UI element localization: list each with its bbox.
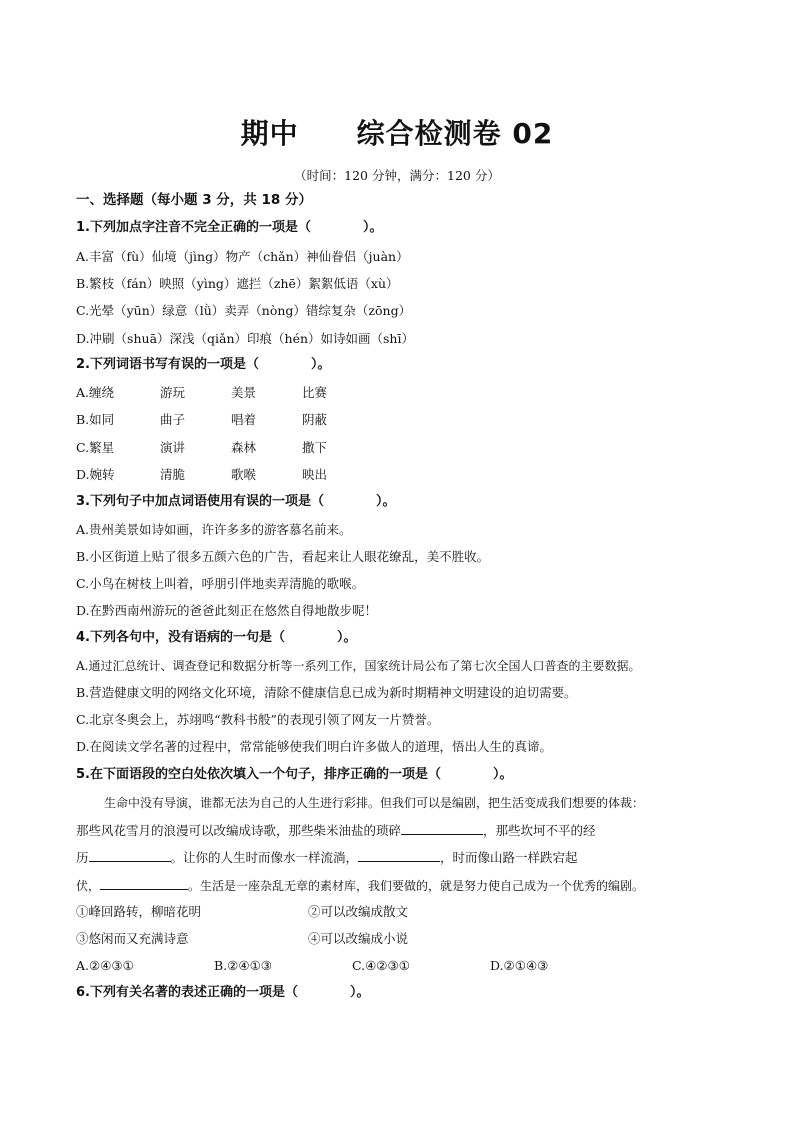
exam-time-info: （时间：120 分钟，满分：120 分） [294,168,500,183]
q2-word: 演讲 [160,440,186,455]
q5-item-3: ③悠闲而又充满诗意 [76,931,189,946]
question-1-stem: 1.下列加点字注音不完全正确的一项是（ ）。 [76,220,383,235]
page-title [0,112,794,152]
q5-passage-line-1: 生命中没有导演，谁都无法为自己的人生进行彩排。但我们可以是编剧，把生活变成我们想要的体裁： [104,796,645,810]
q5-item-1: ①峰回路转，柳暗花明 [76,904,202,919]
q5-passage-line-3 [76,848,578,867]
q2-word: C.繁星 [76,440,115,455]
question-6-stem: 6.下列有关名著的表述正确的一项是（ ）。 [76,985,370,1000]
q1-option-b: B.繁枝（fán）映照（yìng）遮拦（zhē）絮絮低语（xù） [76,276,399,291]
q2-word: 歌喉 [231,467,257,482]
q2-option-row-c [76,439,373,457]
fill-blank [100,876,188,890]
question-3-stem: 3.下列句子中加点词语使用有误的一项是（ ）。 [76,494,396,509]
fill-blank [89,848,171,862]
passage-text: 历 [76,850,89,865]
q2-option-row-b [76,411,373,429]
question-5-stem: 5.在下面语段的空白处依次填入一个句子，排序正确的一项是（ ）。 [76,767,513,782]
q3-option-c: C.小鸟在树枝上叫着，呼朋引伴地卖弄清脆的歌喉。 [76,576,365,591]
q5-answer-d: D.②①④③ [490,958,549,973]
q2-word: 唱着 [231,412,257,427]
q2-word: B.如同 [76,412,115,427]
q2-word: 游玩 [160,385,186,400]
q2-word: 清脆 [160,467,186,482]
question-4-stem: 4.下列各句中，没有语病的一句是（ ）。 [76,630,357,645]
q5-item-4: ④可以改编成小说 [308,931,409,946]
q2-word: 撒下 [302,440,328,455]
q4-option-c: C.北京冬奥会上，苏翊鸣“教科书般”的表现引领了网友一片赞誉。 [76,712,440,727]
q2-option-row-a [76,384,373,402]
q1-option-c: C.光晕（yūn）绿意（lǜ）卖弄（nòng）错综复杂（zōng） [76,303,412,318]
q1-option-d: D.冲刷（shuā）深浅（qiǎn）印痕（hén）如诗如画（shī） [76,331,414,346]
q2-word: 曲子 [160,412,186,427]
title-right: 综合检测卷 02 [356,117,554,150]
q4-option-b: B.营造健康文明的网络文化环境，清除不健康信息已成为新时期精神文明建设的迫切需要。 [76,685,577,700]
q2-word: 美景 [231,385,257,400]
q5-item-2: ②可以改编成散文 [308,904,409,919]
passage-text: 伏， [76,879,101,893]
q2-word: 森林 [231,440,257,455]
section-heading: 一、选择题（每小题 3 分，共 18 分） [76,192,312,208]
q5-answer-a: A.②④③① [76,958,134,973]
q2-word: 映出 [302,467,328,482]
q4-option-a: A.通过汇总统计、调查登记和数据分析等一系列工作，国家统计局公布了第七次全国人口普查的主要数据。 [76,659,641,673]
passage-text: ，那些坎坷不平的经 [483,823,596,838]
q5-passage-line-4 [76,876,644,895]
q2-word: A.缠绕 [76,385,115,400]
fill-blank [401,821,483,835]
passage-text: 。让你的人生时而像水一样流淌， [170,850,359,865]
q2-word: 比赛 [302,385,328,400]
q4-option-d: D.在阅读文学名著的过程中，常常能够使我们明白许多做人的道理，悟出人生的真谛。 [76,739,553,754]
q2-option-row-d [76,466,373,484]
q3-option-b: B.小区街道上贴了很多五颜六色的广告，看起来让人眼花缭乱，美不胜收。 [76,549,490,564]
q3-option-d: D.在黔西南州游玩的爸爸此刻正在悠然自得地散步呢！ [76,603,378,618]
fill-blank [358,848,440,862]
passage-text: 那些风花雪月的浪漫可以改编成诗歌，那些柴米油盐的琐碎 [76,823,402,838]
passage-text: ，时而像山路一样跌宕起 [440,850,578,865]
q5-passage-line-2 [76,821,596,840]
q1-option-a: A.丰富（fù）仙境（jìng）物产（chǎn）神仙眷侣（juàn） [76,249,409,264]
passage-text: 。生活是一座杂乱无章的素材库，我们要做的，就是努力使自己成为一个优秀的编剧。 [188,879,645,893]
q2-word: 阴蔽 [302,412,328,427]
question-2-stem: 2.下列词语书写有误的一项是（ ）。 [76,357,331,372]
title-left: 期中 [240,117,299,150]
q5-answer-c: C.④②③① [352,958,410,973]
q5-answer-b: B.②④①③ [214,958,272,973]
q2-word: D.婉转 [76,467,115,482]
q3-option-a: A.贵州美景如诗如画，许许多多的游客慕名前来。 [76,522,352,537]
